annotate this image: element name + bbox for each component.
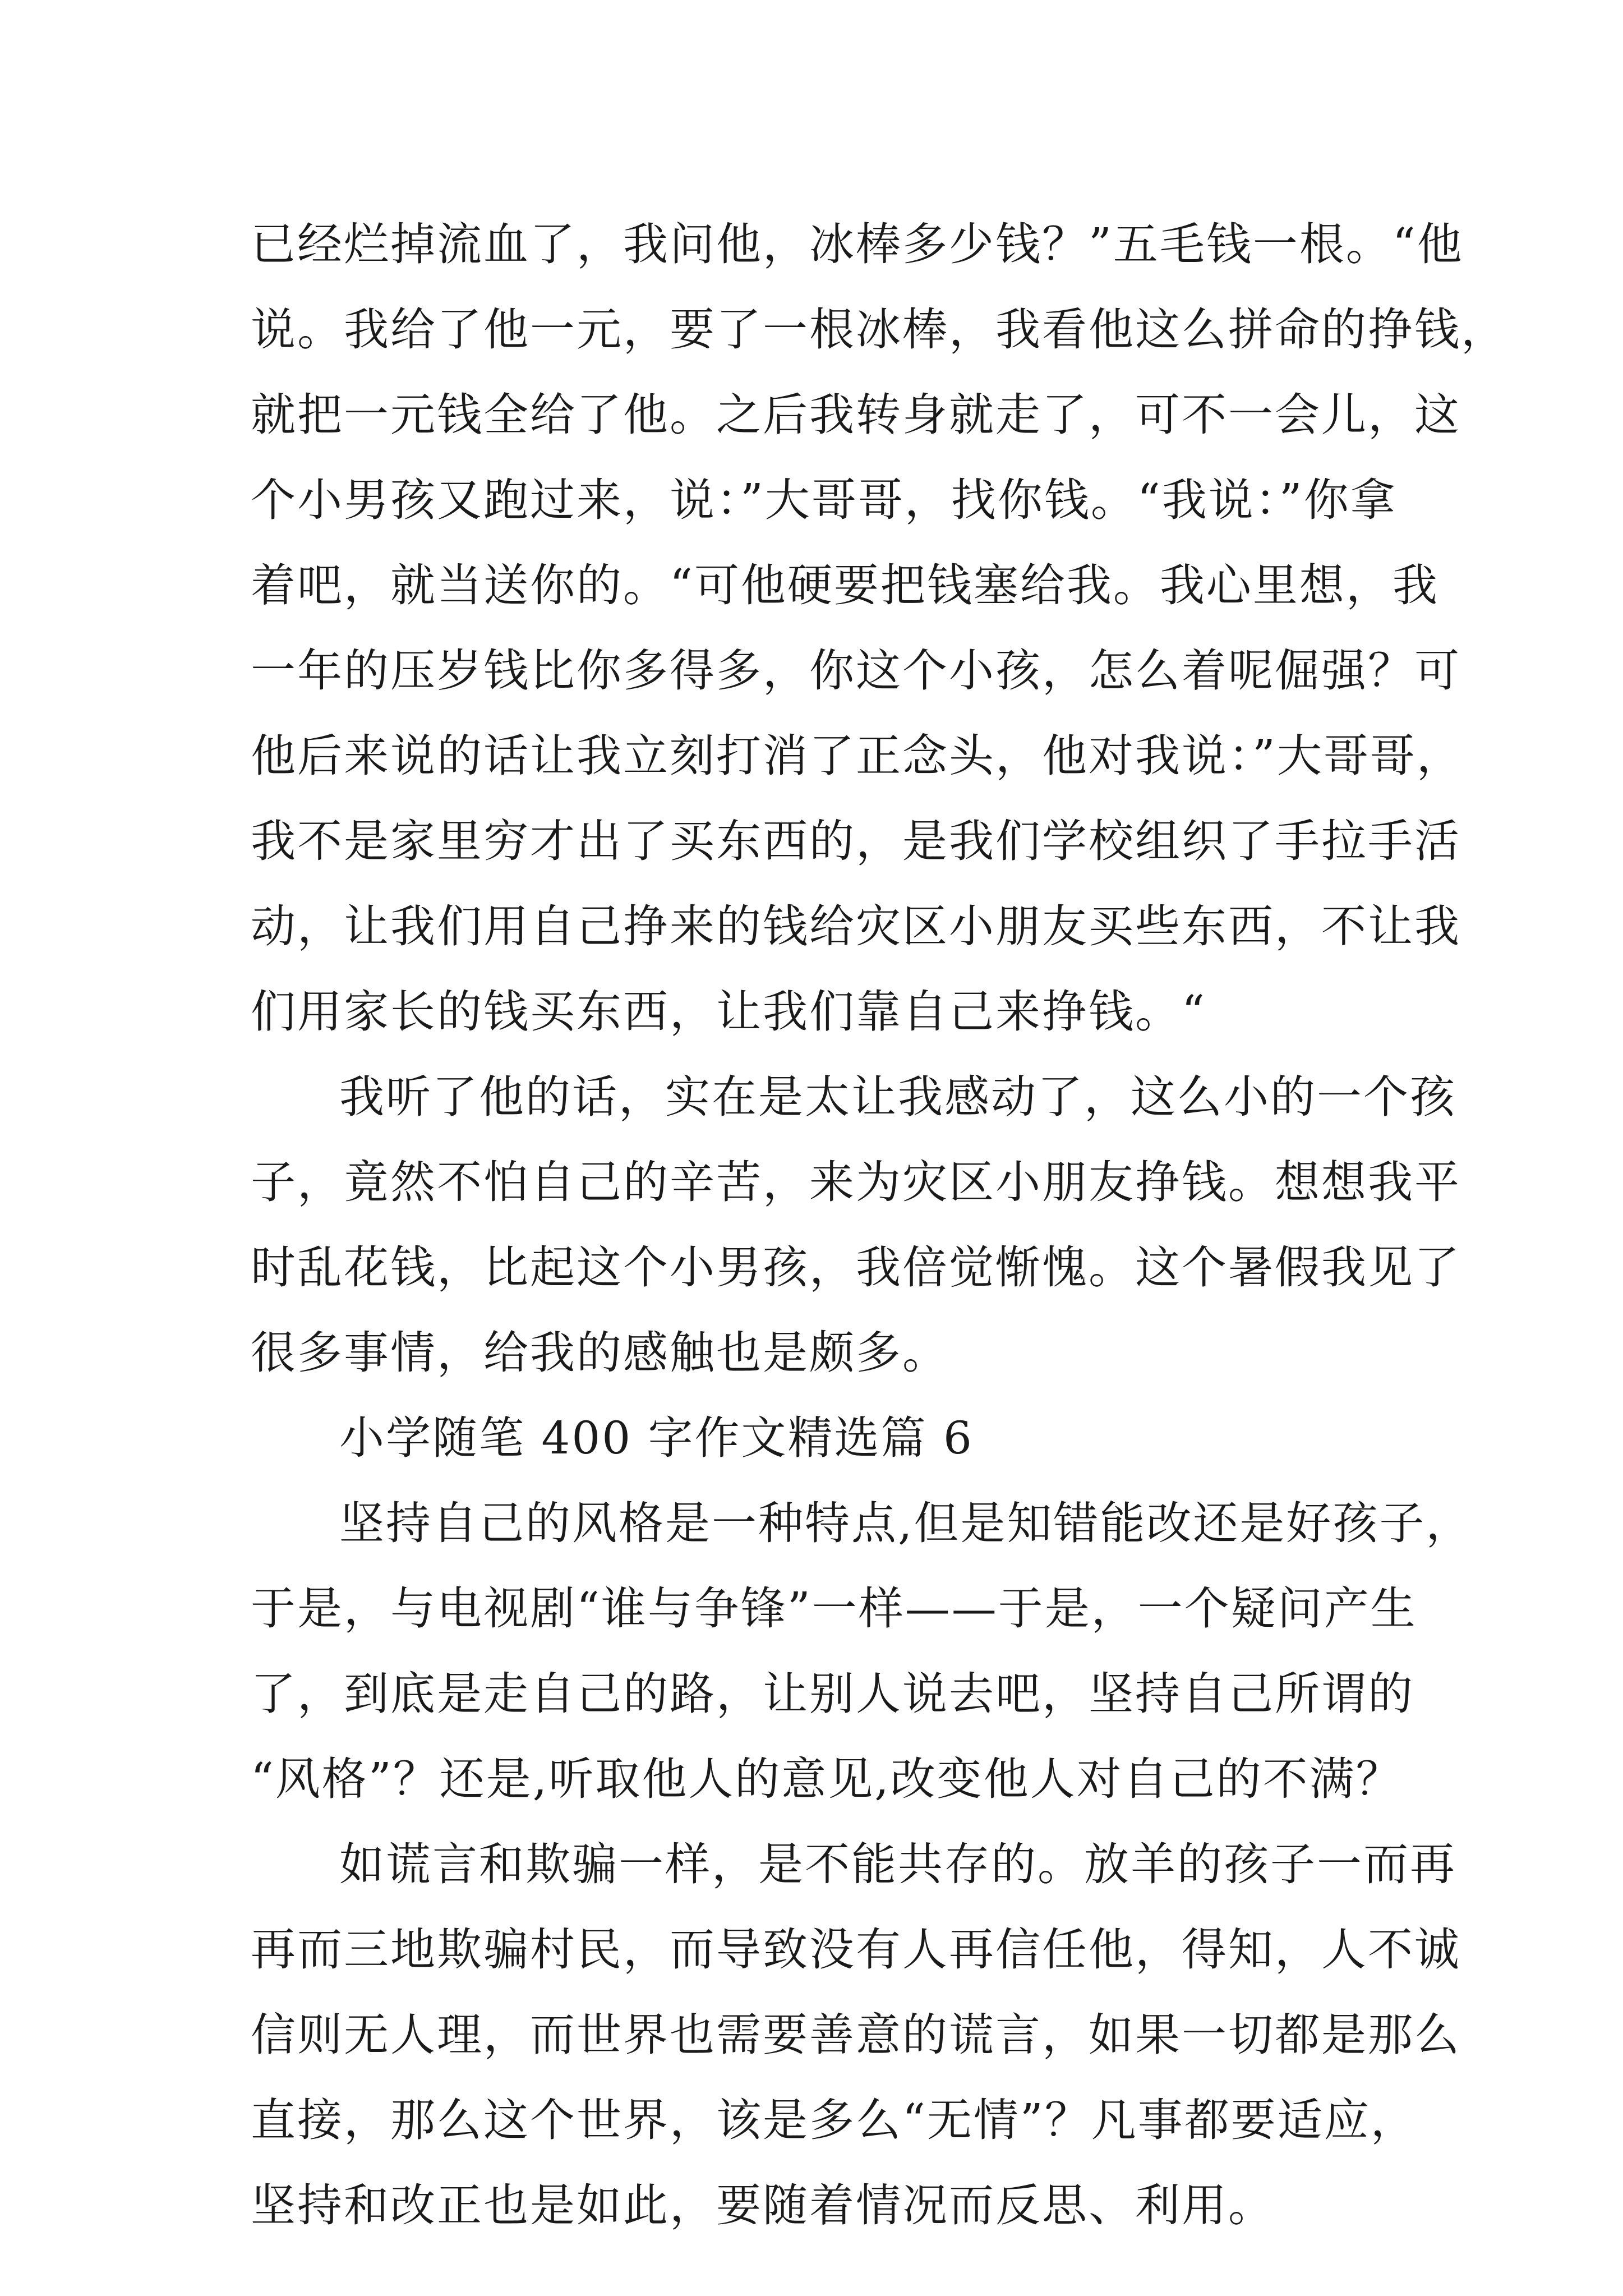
text-line: 个小男孩又跑过来，说：”大哥哥，找你钱。“我说：”你拿	[251, 474, 1397, 526]
text-line: 已经烂掉流血了，我问他，冰棒多少钱？”五毛钱一根。“他	[251, 218, 1464, 270]
text-line: 了，到底是走自己的路，让别人说去吧，坚持自己所谓的	[251, 1668, 1414, 1720]
paragraph-start-line: 我听了他的话，实在是太让我感动了，这么小的一个孩	[339, 1071, 1456, 1123]
text-line: 很多事情，给我的感触也是颇多。	[251, 1327, 949, 1379]
paragraph-start-line: 坚持自己的风格是一种特点,但是知错能改还是好孩子，	[339, 1497, 1473, 1549]
text-line: 坚持和改正也是如此，要随着情况而反思、利用。	[251, 2179, 1275, 2231]
body-text	[251, 202, 1507, 2248]
text-line: 他后来说的话让我立刻打消了正念头，他对我说：”大哥哥，	[251, 730, 1463, 782]
text-line: 直接，那么这个世界，该是多么“无情”？凡事都要适应，	[251, 2094, 1417, 2146]
paragraph-start-line: 如谎言和欺骗一样，是不能共存的。放羊的孩子一而再	[339, 1838, 1456, 1890]
text-line: 一年的压岁钱比你多得多，你这个小孩，怎么着呢倔强？可	[251, 645, 1461, 697]
text-line: 子，竟然不怕自己的辛苦，来为灾区小朋友挣钱。想想我平	[251, 1156, 1461, 1208]
text-line: “风格”？还是,听取他人的意见,改变他人对自己的不满？	[251, 1753, 1403, 1805]
text-line: 着吧，就当送你的。“可他硬要把钱塞给我。我心里想，我	[251, 559, 1439, 611]
text-line: 时乱花钱，比起这个小男孩，我倍觉惭愧。这个暑假我见了	[251, 1241, 1461, 1294]
text-line: 们用家长的钱买东西，让我们靠自己来挣钱。“	[251, 986, 1206, 1038]
text-line: 动，让我们用自己挣来的钱给灾区小朋友买些东西，不让我	[251, 900, 1461, 953]
text-line: 说。我给了他一元，要了一根冰棒，我看他这么拼命的挣钱，	[251, 303, 1507, 356]
text-line: 信则无人理，而世界也需要善意的谎言，如果一切都是那么	[251, 2009, 1461, 2061]
section-heading: 小学随笔 400 字作文精选篇 6	[339, 1412, 974, 1464]
text-line: 于是，与电视剧“谁与争锋”一样——于是，一个疑问产生	[251, 1582, 1417, 1635]
text-line: 就把一元钱全给了他。之后我转身就走了，可不一会儿，这	[251, 389, 1461, 441]
text-line: 再而三地欺骗村民，而导致没有人再信任他，得知，人不诚	[251, 1924, 1461, 1976]
text-line: 我不是家里穷才出了买东西的，是我们学校组织了手拉手活	[251, 815, 1461, 867]
